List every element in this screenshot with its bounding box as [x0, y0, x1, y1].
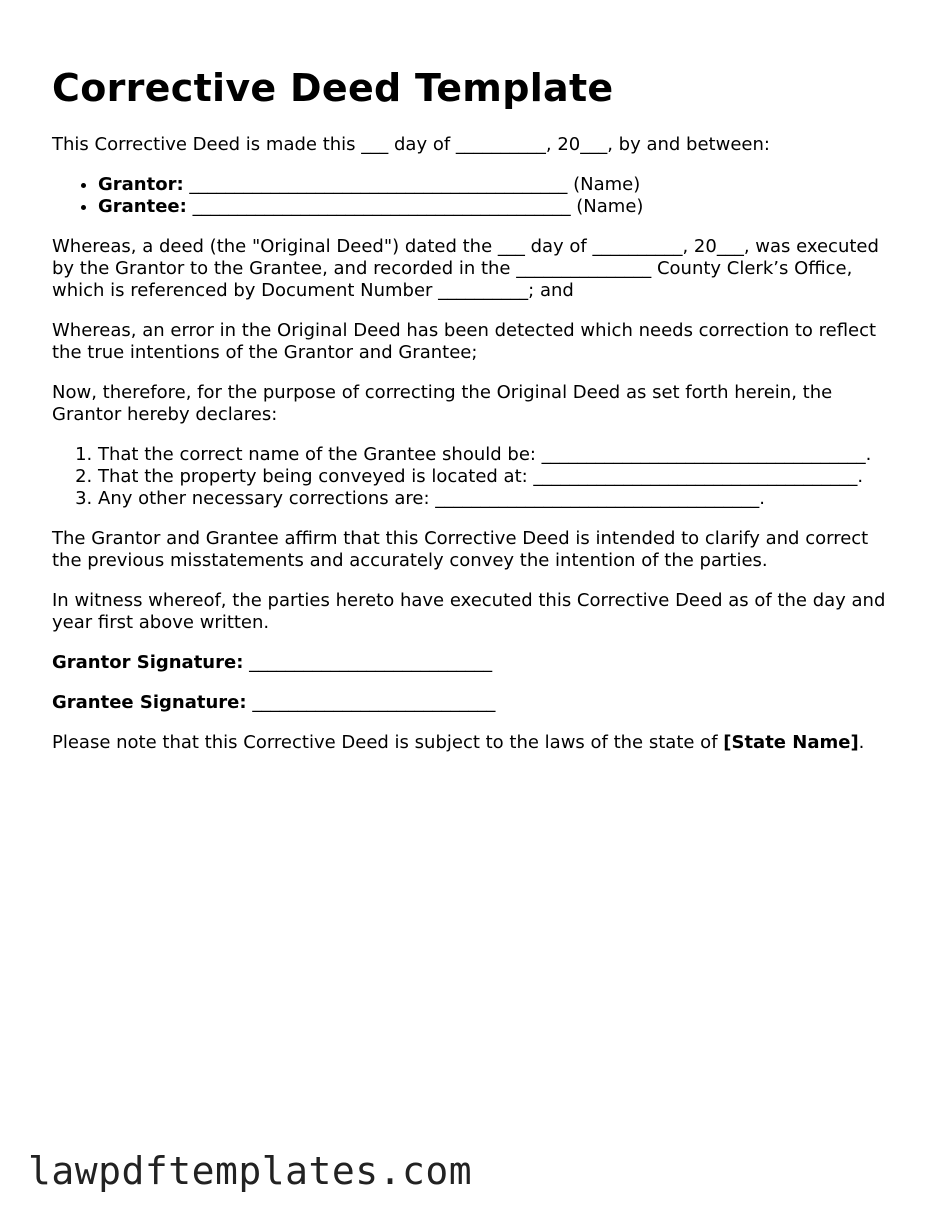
affirm-paragraph: The Grantor and Grantee affirm that this Corrective Deed is intended to clarify and correct the previous misstatements and accurately convey the intention of the parties. [52, 528, 869, 571]
parties-list [52, 174, 902, 218]
grantor-signature-blank: ___________________________ [243, 652, 493, 673]
list-item: 1. That the correct name of the Grantee should be: ____________________________________. [98, 444, 902, 466]
corrections-list [52, 444, 902, 510]
note-prefix: Please note that this Corrective Deed is subject to the laws of the state of [52, 732, 724, 753]
site-watermark: lawpdftemplates.com [28, 1149, 473, 1193]
now-therefore-paragraph: Now, therefore, for the purpose of correcting the Original Deed as set forth herein, the Grantor hereby declares: [52, 382, 833, 425]
grantor-signature-label: Grantor Signature: [52, 652, 244, 673]
signature-block [52, 652, 902, 714]
list-item [98, 174, 902, 196]
list-item: 3. Any other necessary corrections are: ____________________________________. [98, 488, 902, 510]
grantor-label: Grantor: [98, 174, 184, 195]
document-page [52, 62, 902, 772]
witness-paragraph: In witness whereof, the parties hereto have executed this Corrective Deed as of the day and year first above written. [52, 590, 886, 633]
grantor-signature-line [52, 652, 902, 674]
grantor-name-blank: __________________________________________ (Name) [183, 174, 641, 195]
grantee-name-blank: __________________________________________ (Name) [186, 196, 644, 217]
list-item [98, 196, 902, 218]
page-title: Corrective Deed Template [52, 66, 614, 110]
list-item: 2. That the property being conveyed is located at: ____________________________________. [98, 466, 902, 488]
grantee-signature-blank: ___________________________ [246, 692, 496, 713]
intro-paragraph: This Corrective Deed is made this ___ day of __________, 20___, by and between: [52, 134, 770, 155]
whereas-original-deed-paragraph: Whereas, a deed (the "Original Deed") dated the ___ day of __________, 20___, was executed by the Grantor to the Grantee, and recorded in the _______________ County Clerk’s Office, which is referenced by Document Number __________; and [52, 236, 879, 301]
state-law-note [52, 732, 902, 754]
grantee-label: Grantee: [98, 196, 187, 217]
grantee-signature-line [52, 692, 902, 714]
state-name-placeholder: [State Name] [723, 732, 859, 753]
note-suffix: . [858, 732, 865, 753]
grantee-signature-label: Grantee Signature: [52, 692, 247, 713]
whereas-error-paragraph: Whereas, an error in the Original Deed has been detected which needs correction to reflect the true intentions of the Grantor and Grantee; [52, 320, 877, 363]
